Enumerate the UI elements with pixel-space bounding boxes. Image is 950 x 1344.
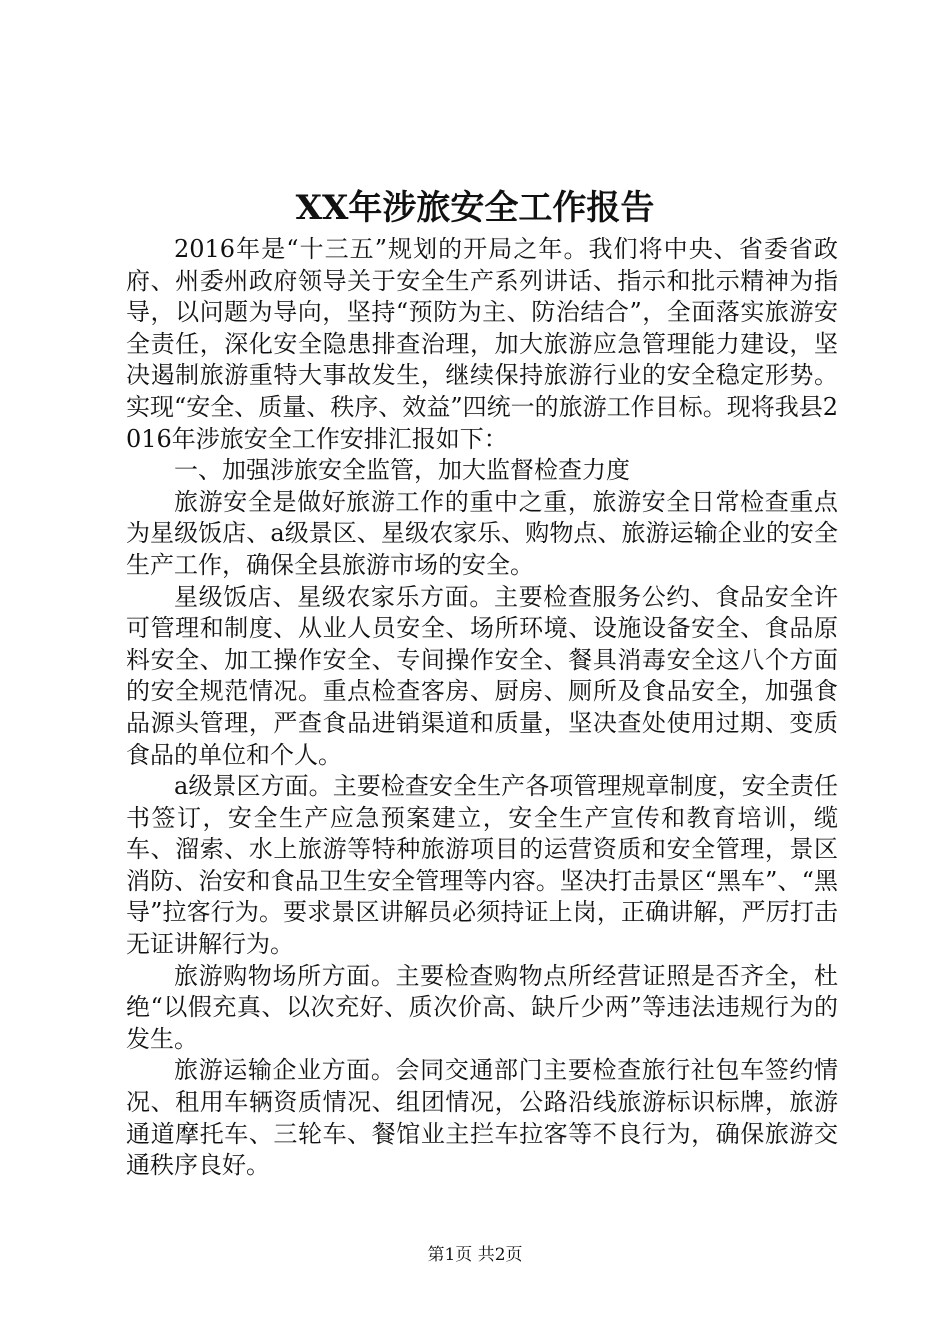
paragraph-hotels: 星级饭店、星级农家乐方面。主要检查服务公约、食品安全许可管理和制度、从业人员安全、场所环境、设施设备安全、食品原料安全、加工操作安全、专间操作安全、餐具消毒安全这八个方面的安全规范情况。重点检查客房、厨房、厕所及食品安全，加强食品源头管理，严查食品进销渠道和质量，坚决查处使用过期、变质食品的单位和个人。 [126, 582, 838, 769]
document-title: XX年涉旅安全工作报告 [295, 188, 655, 228]
section-heading: 一、加强涉旅安全监管，加大监督检查力度 [174, 456, 630, 485]
paragraph-scenic-areas: a级景区方面。主要检查安全生产各项管理规章制度，安全责任书签订，安全生产应急预案建立，安全生产宣传和教育培训，缆车、溜索、水上旅游等特种旅游项目的运营资质和安全管理，景区消防、治安和食品卫生安全管理等内容。坚决打击景区“黑车”、“黑导”拉客行为。要求景区讲解员必须持证上岗，正确讲解，严厉打击无证讲解行为。 [126, 772, 838, 959]
paragraph-transport: 旅游运输企业方面。会同交通部门主要检查旅行社包车签约情况、租用车辆资质情况、组团情况，公路沿线旅游标识标牌，旅游通道摩托车、三轮车、餐馆业主拦车拉客等不良行为，确保旅游交通秩序良好。 [126, 1056, 838, 1180]
page-footer: 第1页 共2页 [427, 1245, 523, 1265]
paragraph-overview: 旅游安全是做好旅游工作的重中之重，旅游安全日常检查重点为星级饭店、a级景区、星级农家乐、购物点、旅游运输企业的安全生产工作，确保全县旅游市场的安全。 [126, 487, 838, 579]
document-body [126, 234, 838, 1182]
paragraph-shopping: 旅游购物场所方面。主要检查购物点所经营证照是否齐全，杜绝“以假充真、以次充好、质次价高、缺斤少两”等违法违规行为的发生。 [126, 961, 838, 1053]
paragraph-intro: 2016年是“十三五”规划的开局之年。我们将中央、省委省政府、州委州政府领导关于安全生产系列讲话、指示和批示精神为指导，以问题为导向，坚持“预防为主、防治结合”，全面落实旅游安全责任，深化安全隐患排查治理，加大旅游应急管理能力建设，坚决遏制旅游重特大事故发生，继续保持旅游行业的安全稳定形势。实现“安全、质量、秩序、效益”四统一的旅游工作目标。现将我县2016年涉旅安全工作安排汇报如下： [126, 235, 838, 453]
